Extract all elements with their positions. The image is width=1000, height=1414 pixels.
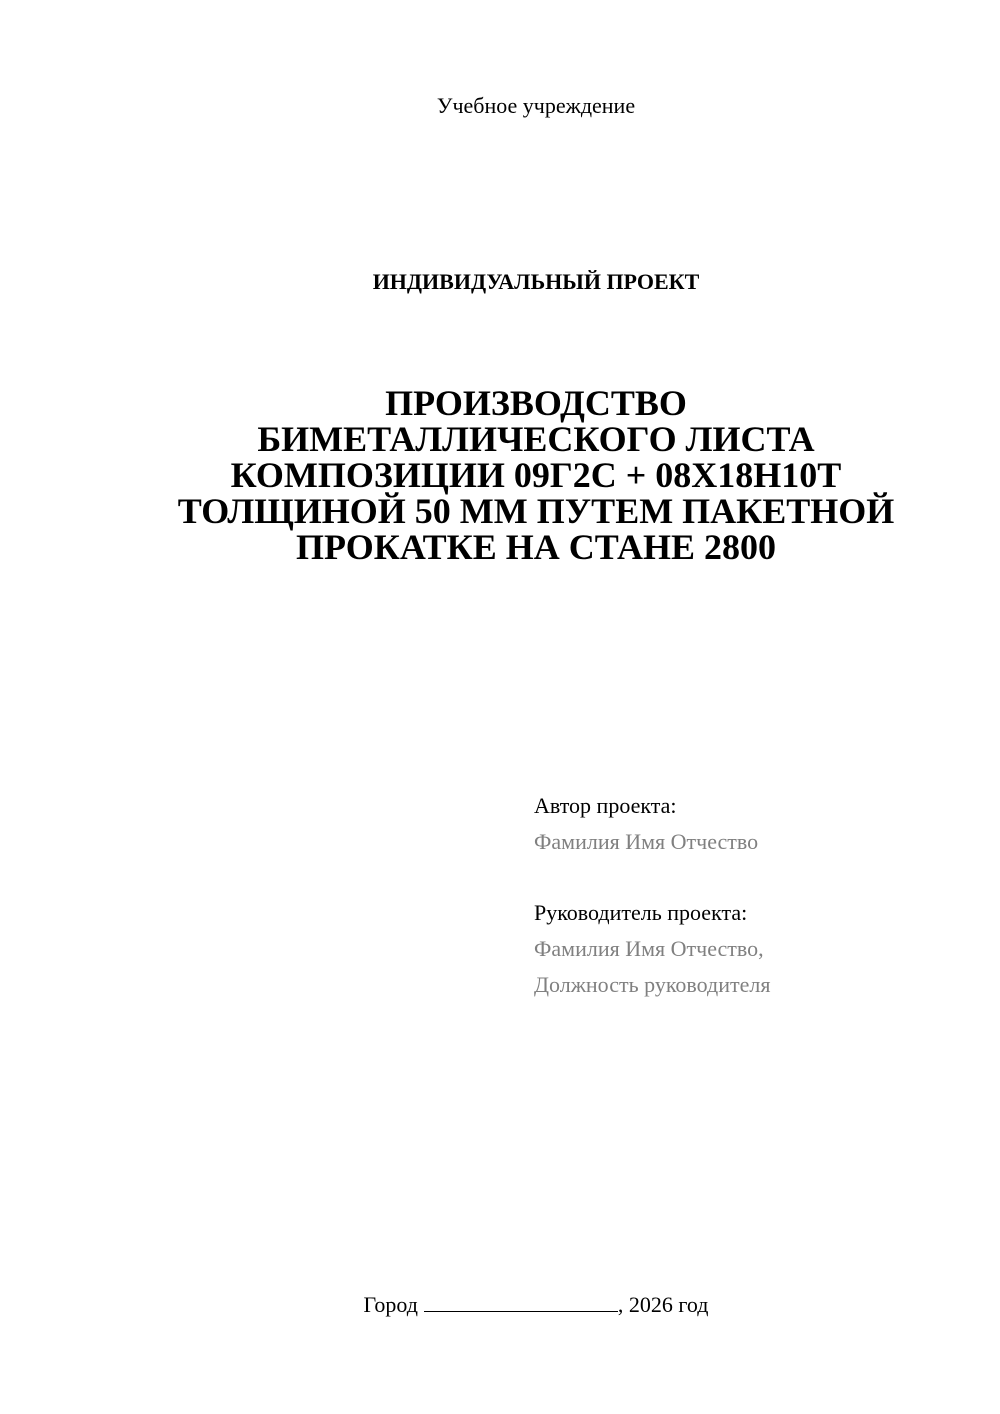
project-title [150, 385, 922, 565]
supervisor-position: Должность руководителя [534, 972, 771, 997]
project-type: ИНДИВИДУАЛЬНЫЙ ПРОЕКТ [372, 269, 700, 294]
supervisor-name: Фамилия Имя Отчество, [534, 936, 764, 961]
title-line: ПРОКАТКЕ НА СТАНЕ 2800 [295, 527, 777, 567]
city-label: Город [363, 1292, 418, 1317]
title-line: ТОЛЩИНОЙ 50 ММ ПУТЕМ ПАКЕТНОЙ [177, 491, 895, 531]
footer-city-year [0, 1291, 1000, 1319]
year-text: , 2026 год [617, 1292, 709, 1317]
title-line: ПРОИЗВОДСТВО [385, 383, 687, 423]
author-name: Фамилия Имя Отчество [534, 829, 759, 854]
supervisor-label: Руководитель проекта: [534, 900, 748, 925]
spacer [534, 860, 964, 895]
title-line: БИМЕТАЛЛИЧЕСКОГО ЛИСТА [257, 419, 815, 459]
people-block [534, 788, 964, 1003]
city-blank-line [424, 1291, 618, 1312]
institution-name: Учебное учреждение [436, 93, 636, 118]
author-label: Автор проекта: [534, 793, 677, 818]
title-line: КОМПОЗИЦИИ 09Г2С + 08Х18Н10Т [230, 455, 842, 495]
